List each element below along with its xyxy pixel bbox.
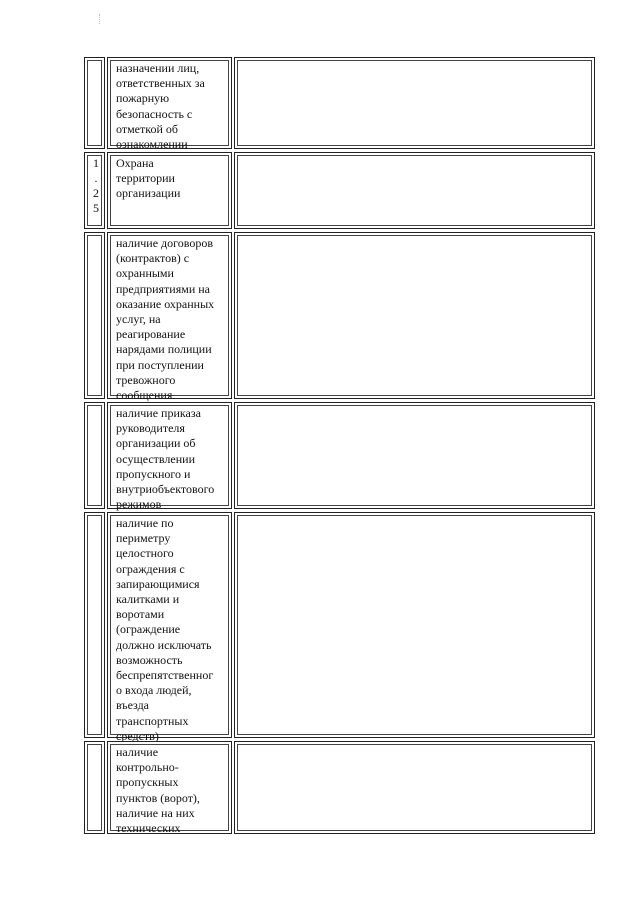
requirement-text-line: организации об [116,436,196,451]
requirement-cell [107,402,232,512]
requirement-text-line: пропускного и [116,466,191,481]
requirement-text-line: пожарную [116,91,170,106]
table-row [84,152,595,229]
requirement-text-line: наличие на них [116,805,195,820]
requirement-text-line: назначении лиц, [116,61,200,75]
section-title-line: территории [116,171,175,186]
answer-cell [234,57,595,149]
table-row [84,512,595,743]
section-title-line: Охрана [116,156,154,170]
requirement-text-line: реагирование [116,327,186,342]
requirement-cell [107,232,232,403]
answer-cell [234,232,595,399]
requirement-text-line: безопасность с [116,106,193,121]
row-number-cell [84,152,105,229]
page-corner-mark [99,14,103,24]
requirement-text-line: ознакомлении [116,137,188,152]
table-row [84,57,595,152]
requirement-text-line: тревожного [116,372,176,387]
requirement-text-line: пунктов (ворот), [116,790,200,805]
row-number-char: 5 [93,201,99,215]
requirement-text-line: въезда [116,698,149,713]
requirement-text-line: средств) [116,728,159,743]
requirement-text-line: руководителя [116,421,185,436]
requirement-text-line: о входа людей, [116,683,192,698]
requirement-text-line: должно исключать [116,637,212,652]
requirement-text-line: оказание охранных [116,296,215,311]
table-row [84,232,595,403]
requirement-text-line: отметкой об [116,121,178,136]
requirement-text-line: наличие договоров [116,236,214,250]
requirement-text-line: предприятиями на [116,281,211,296]
table-row [84,402,595,512]
requirement-text-line: наличие приказа [116,406,201,420]
requirement-text-line: периметру [116,531,171,546]
answer-cell [234,402,595,509]
row-number-char: . [94,171,98,185]
row-number-cell [84,512,105,738]
row-number-char: 2 [93,186,99,200]
requirement-text-line: нарядами полиции [116,342,212,357]
requirement-cell [107,741,232,834]
requirement-text-line: наличие по [116,516,174,530]
requirement-cell [107,152,232,229]
requirement-text-line: осуществлении [116,451,195,466]
requirement-text-line: запирающимися [116,576,200,591]
requirement-text-line: контрольно- [116,760,179,775]
requirement-text-line: транспортных [116,713,189,728]
requirement-text-line: наличие [116,745,159,759]
requirement-text-line: (контрактов) с [116,251,190,266]
requirement-text-line: пропускных [116,775,179,790]
requirement-cell [107,512,232,743]
requirement-cell [107,57,232,152]
requirement-text-line: сообщения [116,388,173,403]
requirement-text-line: калитками и [116,592,180,607]
requirement-text-line: услуг, на [116,312,161,327]
answer-cell [234,512,595,738]
row-number-char: 1 [93,156,99,170]
requirement-text-line: целостного [116,546,174,561]
row-number-cell [84,402,105,509]
requirement-text-line: (ограждение [116,622,181,637]
requirement-text-line: воротами [116,607,165,622]
requirement-text-line: технических [116,821,181,836]
table-row [84,741,595,834]
section-title-line: организации [116,186,181,201]
answer-cell [234,741,595,834]
requirement-text-line: беспрепятственног [116,668,214,683]
answer-cell [234,152,595,229]
requirement-text-line: при поступлении [116,357,204,372]
row-number-cell [84,741,105,834]
requirement-text-line: ответственных за [116,76,205,91]
row-number-cell [84,232,105,399]
requirement-text-line: охранными [116,266,174,281]
requirement-text-line: режимов [116,497,162,512]
requirement-text-line: внутриобъектового [116,482,215,497]
requirement-text-line: ограждения с [116,561,185,576]
row-number-cell [84,57,105,149]
requirement-text-line: возможность [116,652,183,667]
